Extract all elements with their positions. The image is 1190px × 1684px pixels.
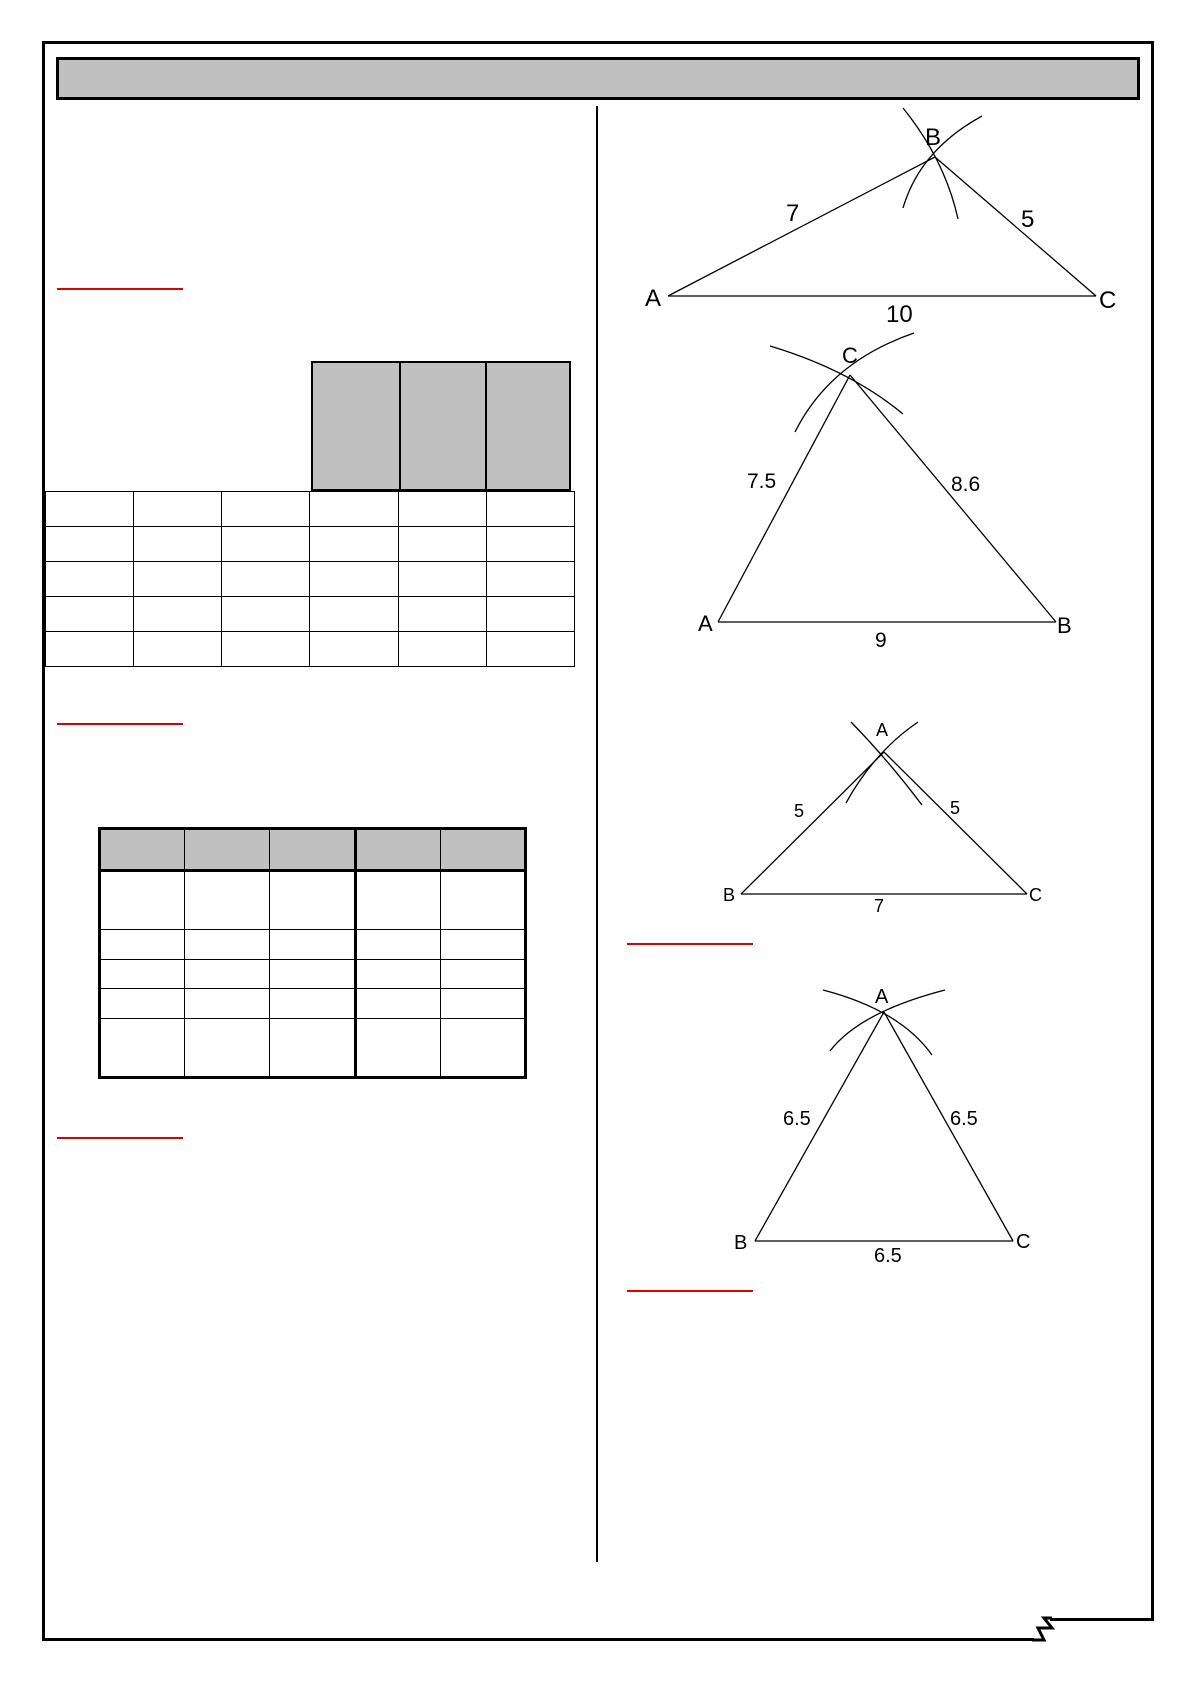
triangle2-arc xyxy=(770,346,903,414)
triangle1-arc xyxy=(903,116,982,208)
triangle2-side-label: 9 xyxy=(875,629,887,652)
triangle2-vertex-b: B xyxy=(1057,613,1072,638)
triangle4-side-label: 6.5 xyxy=(874,1245,902,1267)
triangle3-side-label: 5 xyxy=(794,801,805,821)
triangle4-side-label: 6.5 xyxy=(950,1108,978,1130)
triangle3-side-label: 5 xyxy=(950,798,961,818)
triangle3-vertex-c: C xyxy=(1029,885,1042,905)
triangle2-side-label: 8.6 xyxy=(951,473,981,496)
triangle1-side-ab xyxy=(668,157,935,296)
triangle3-side-ba xyxy=(741,752,884,894)
triangle2-side-ac xyxy=(718,375,850,622)
triangle3-side-ac xyxy=(884,752,1027,894)
triangle3-vertex-b: B xyxy=(723,885,736,905)
triangle4-vertex-b: B xyxy=(734,1232,748,1254)
triangle1-vertex-c: C xyxy=(1099,287,1117,314)
triangle4-side-label: 6.5 xyxy=(783,1108,811,1130)
triangle4-vertex-a: A xyxy=(875,986,889,1008)
triangle1-vertex-a: A xyxy=(645,285,662,312)
triangle4-side-ac xyxy=(884,1012,1013,1241)
triangle2-side-label: 7.5 xyxy=(747,470,777,493)
triangle4-vertex-c: C xyxy=(1016,1231,1031,1253)
triangle1-side-label: 7 xyxy=(786,200,800,227)
triangle2-vertex-c: C xyxy=(842,343,858,368)
triangle2-side-cb xyxy=(850,375,1056,622)
triangle1-side-label: 5 xyxy=(1021,206,1035,233)
triangle3-vertex-a: A xyxy=(876,720,889,740)
triangle1-vertex-b: B xyxy=(925,124,942,151)
triangle2-vertex-a: A xyxy=(698,611,713,636)
triangle1-side-label: 10 xyxy=(886,301,913,328)
triangle3-side-label: 7 xyxy=(874,896,885,916)
triangle4-side-ba xyxy=(755,1012,884,1241)
triangle1-side-bc xyxy=(935,157,1096,296)
